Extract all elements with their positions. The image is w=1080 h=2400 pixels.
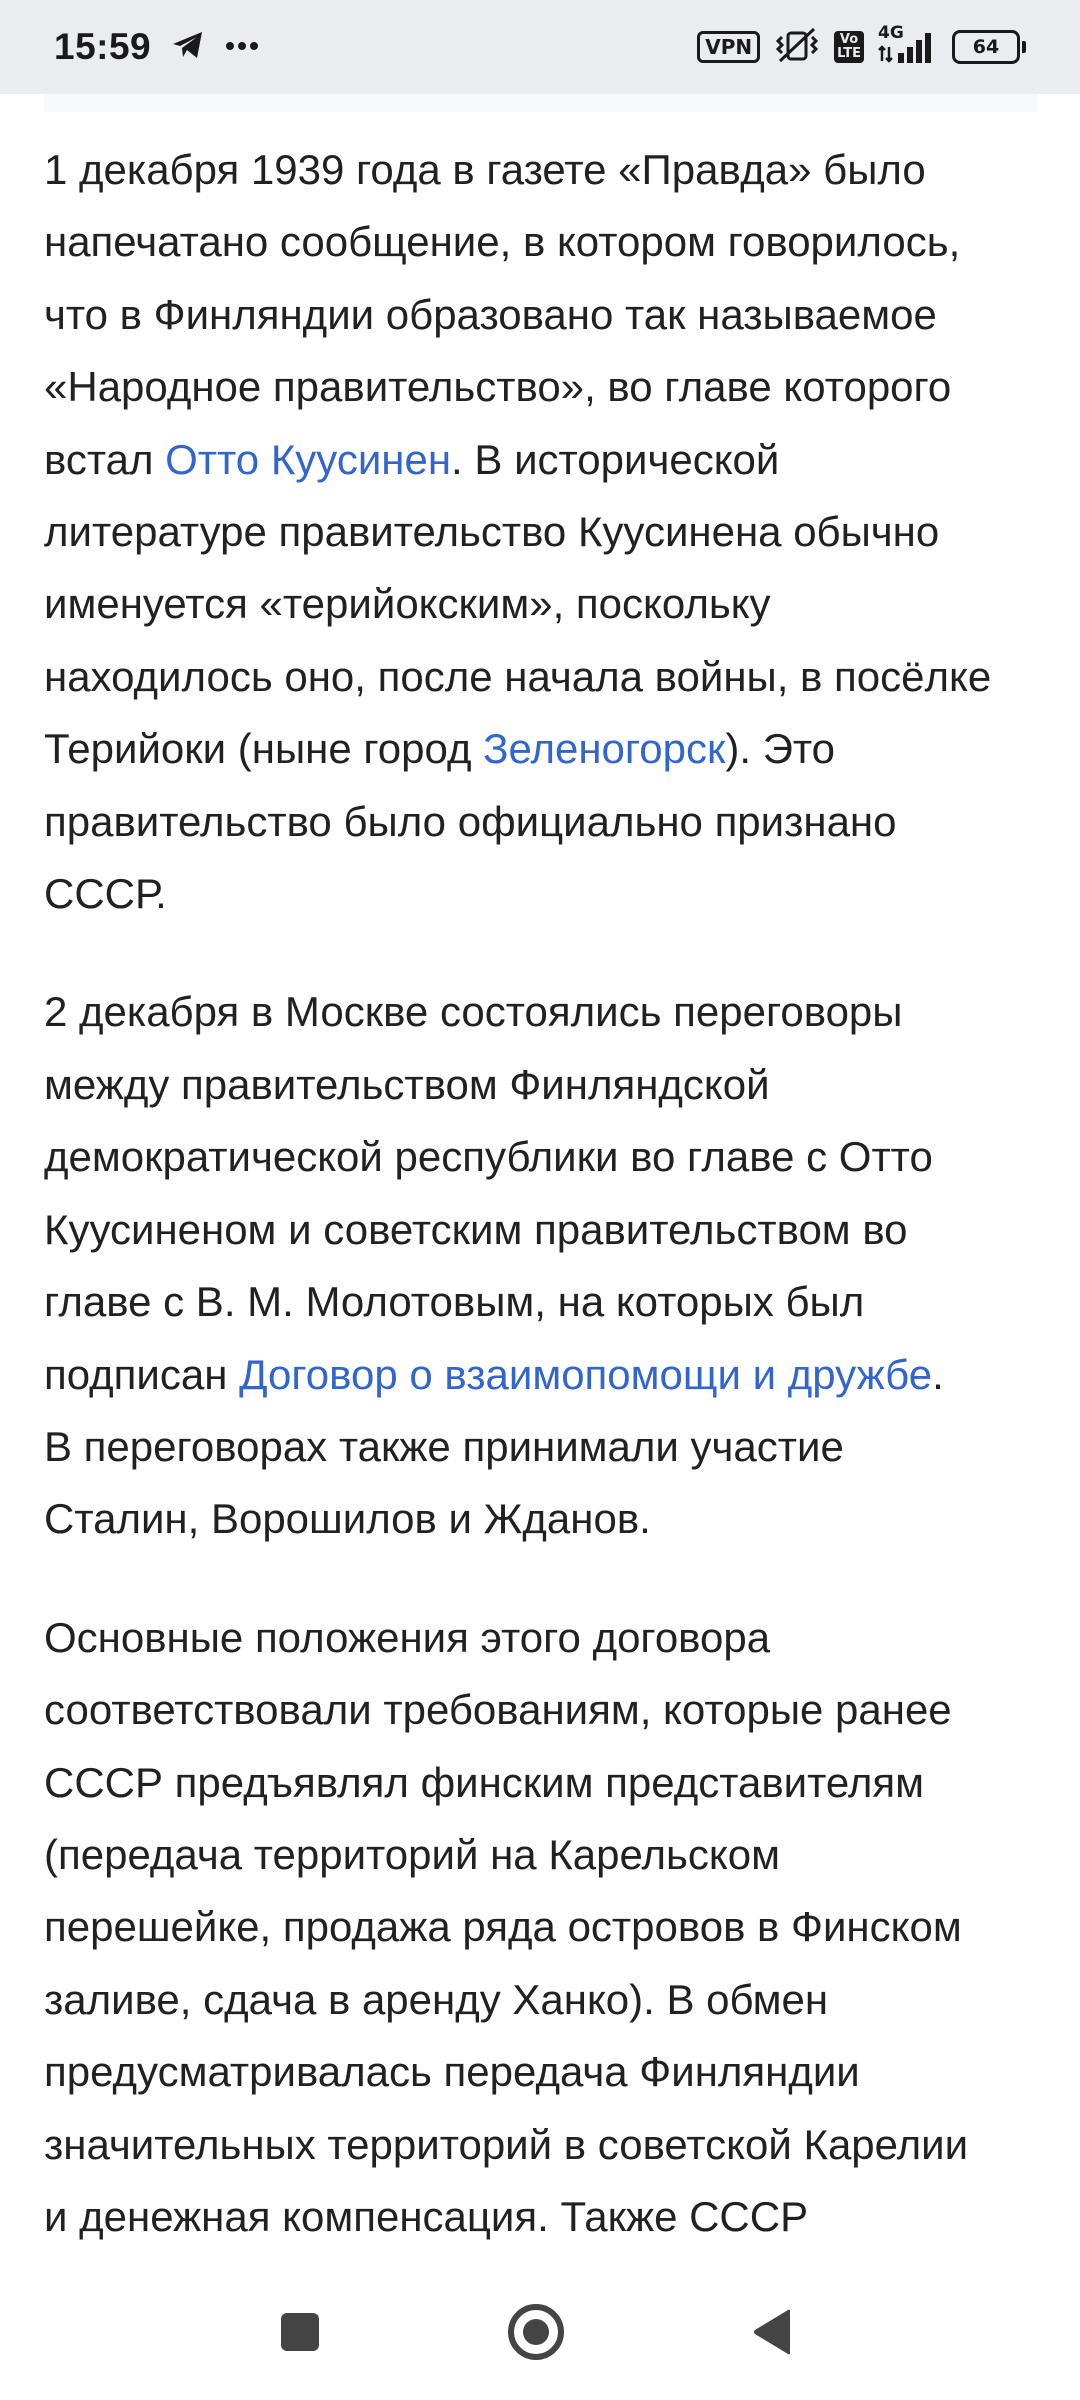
text-segment: подписан (44, 1350, 240, 1398)
text-segment: демократической республики во главе с Отто (44, 1133, 933, 1181)
text-segment: В переговорах также принимали участие (44, 1422, 844, 1470)
article-paragraph (44, 134, 1044, 930)
paragraph-line (44, 1483, 1044, 1555)
paragraph-line (44, 1194, 1044, 1266)
article-body (44, 134, 1044, 2299)
content-top-edge (44, 94, 1038, 112)
paragraph-line (44, 2036, 1044, 2108)
text-segment: перешейке, продажа ряда островов в Финском (44, 1903, 962, 1951)
text-segment: предусматривалась передача Финляндии (44, 2048, 860, 2096)
text-segment: напечатано сообщение, в котором говорилось, (44, 218, 961, 266)
home-circle-icon (507, 2303, 565, 2366)
text-segment: 1 декабря 1939 года в газете «Правда» было (44, 146, 926, 193)
text-segment: ). Это (725, 725, 836, 773)
text-segment: Терийоки (ныне город (44, 725, 484, 773)
paragraph-line (44, 1049, 1044, 1121)
text-segment: . В исторической (451, 435, 780, 483)
text-segment: значительных территорий в советской Карелии (44, 2120, 969, 2168)
battery-level: 64 (952, 30, 1020, 64)
text-segment: . (932, 1350, 944, 1398)
text-segment: правительство было официально признано (44, 797, 897, 845)
paragraph-line (44, 786, 1044, 858)
text-segment: заливе, сдача в аренду Ханко). В обмен (44, 1975, 829, 2023)
paragraph-line (44, 976, 1044, 1048)
paragraph-line (44, 1964, 1044, 2036)
text-segment: СССР предъявлял финским представителям (44, 1758, 924, 1806)
paragraph-line (44, 496, 1044, 568)
recent-apps-button[interactable] (245, 2268, 355, 2400)
back-triangle-icon (750, 2308, 794, 2361)
text-segment: 2 декабря в Москве состоялись переговоры (44, 988, 903, 1036)
paragraph-line (44, 1674, 1044, 1746)
paragraph-line (44, 351, 1044, 423)
home-button[interactable] (481, 2268, 591, 2400)
paragraph-line (44, 1121, 1044, 1193)
article-link[interactable]: Отто Куусинен (165, 435, 452, 483)
paragraph-line (44, 1891, 1044, 1963)
article-link[interactable]: Договор о взаимопомощи и дружбе (239, 1350, 933, 1398)
text-segment: встал (44, 435, 166, 483)
article-paragraph (44, 1602, 1044, 2254)
text-segment: находилось оно, после начала войны, в посёлке (44, 652, 992, 700)
paragraph-line (44, 1266, 1044, 1338)
volte-icon: Vo LTE (834, 31, 864, 63)
text-segment: СССР. (44, 870, 167, 918)
navigation-bar (0, 2268, 1080, 2400)
vibrate-off-icon (774, 27, 820, 68)
status-right-icons (697, 23, 1026, 68)
paragraph-line (44, 1747, 1044, 1819)
paragraph-line (44, 2181, 1044, 2253)
text-segment: Сталин, Ворошилов и Жданов. (44, 1495, 651, 1543)
text-segment: литературе правительство Куусинена обычно (44, 508, 940, 556)
signal-4g-icon: 4G (878, 29, 938, 65)
battery-icon (952, 30, 1026, 64)
text-segment: и денежная компенсация. Также СССР (44, 2192, 809, 2240)
text-segment: именуется «терийокским», поскольку (44, 580, 771, 628)
article-link[interactable]: Зеленогорск (483, 725, 726, 773)
text-segment: Куусиненом и советским правительством во (44, 1205, 908, 1253)
paragraph-line (44, 424, 1044, 496)
paragraph-line (44, 1339, 1044, 1411)
paragraph-line (44, 1819, 1044, 1891)
paragraph-line (44, 713, 1044, 785)
vpn-icon: VPN (697, 31, 760, 63)
status-bar (0, 0, 1080, 94)
paragraph-line (44, 206, 1044, 278)
text-segment: между правительством Финляндской (44, 1060, 770, 1108)
status-time: 15:59 (54, 26, 152, 67)
status-left-icons (171, 30, 259, 65)
paragraph-line (44, 1411, 1044, 1483)
paragraph-line (44, 568, 1044, 640)
text-segment: (передача территорий на Карельском (44, 1830, 780, 1878)
text-segment: что в Финляндии образовано так называемое (44, 290, 937, 338)
paragraph-line (44, 134, 1044, 206)
more-notifications-icon (225, 38, 259, 56)
text-segment: «Народное правительство», во главе которого (44, 363, 952, 411)
paragraph-line (44, 1602, 1044, 1674)
square-icon (280, 2312, 320, 2357)
paragraph-line (44, 858, 1044, 930)
paragraph-line (44, 641, 1044, 713)
paragraph-line (44, 2109, 1044, 2181)
article-paragraph (44, 976, 1044, 1555)
text-segment: соответствовали требованиям, которые ранее (44, 1686, 952, 1734)
text-segment: главе с В. М. Молотовым, на которых был (44, 1278, 865, 1326)
back-button[interactable] (717, 2268, 827, 2400)
paragraph-line (44, 279, 1044, 351)
telegram-icon (171, 30, 205, 65)
text-segment: Основные положения этого договора (44, 1613, 771, 1661)
